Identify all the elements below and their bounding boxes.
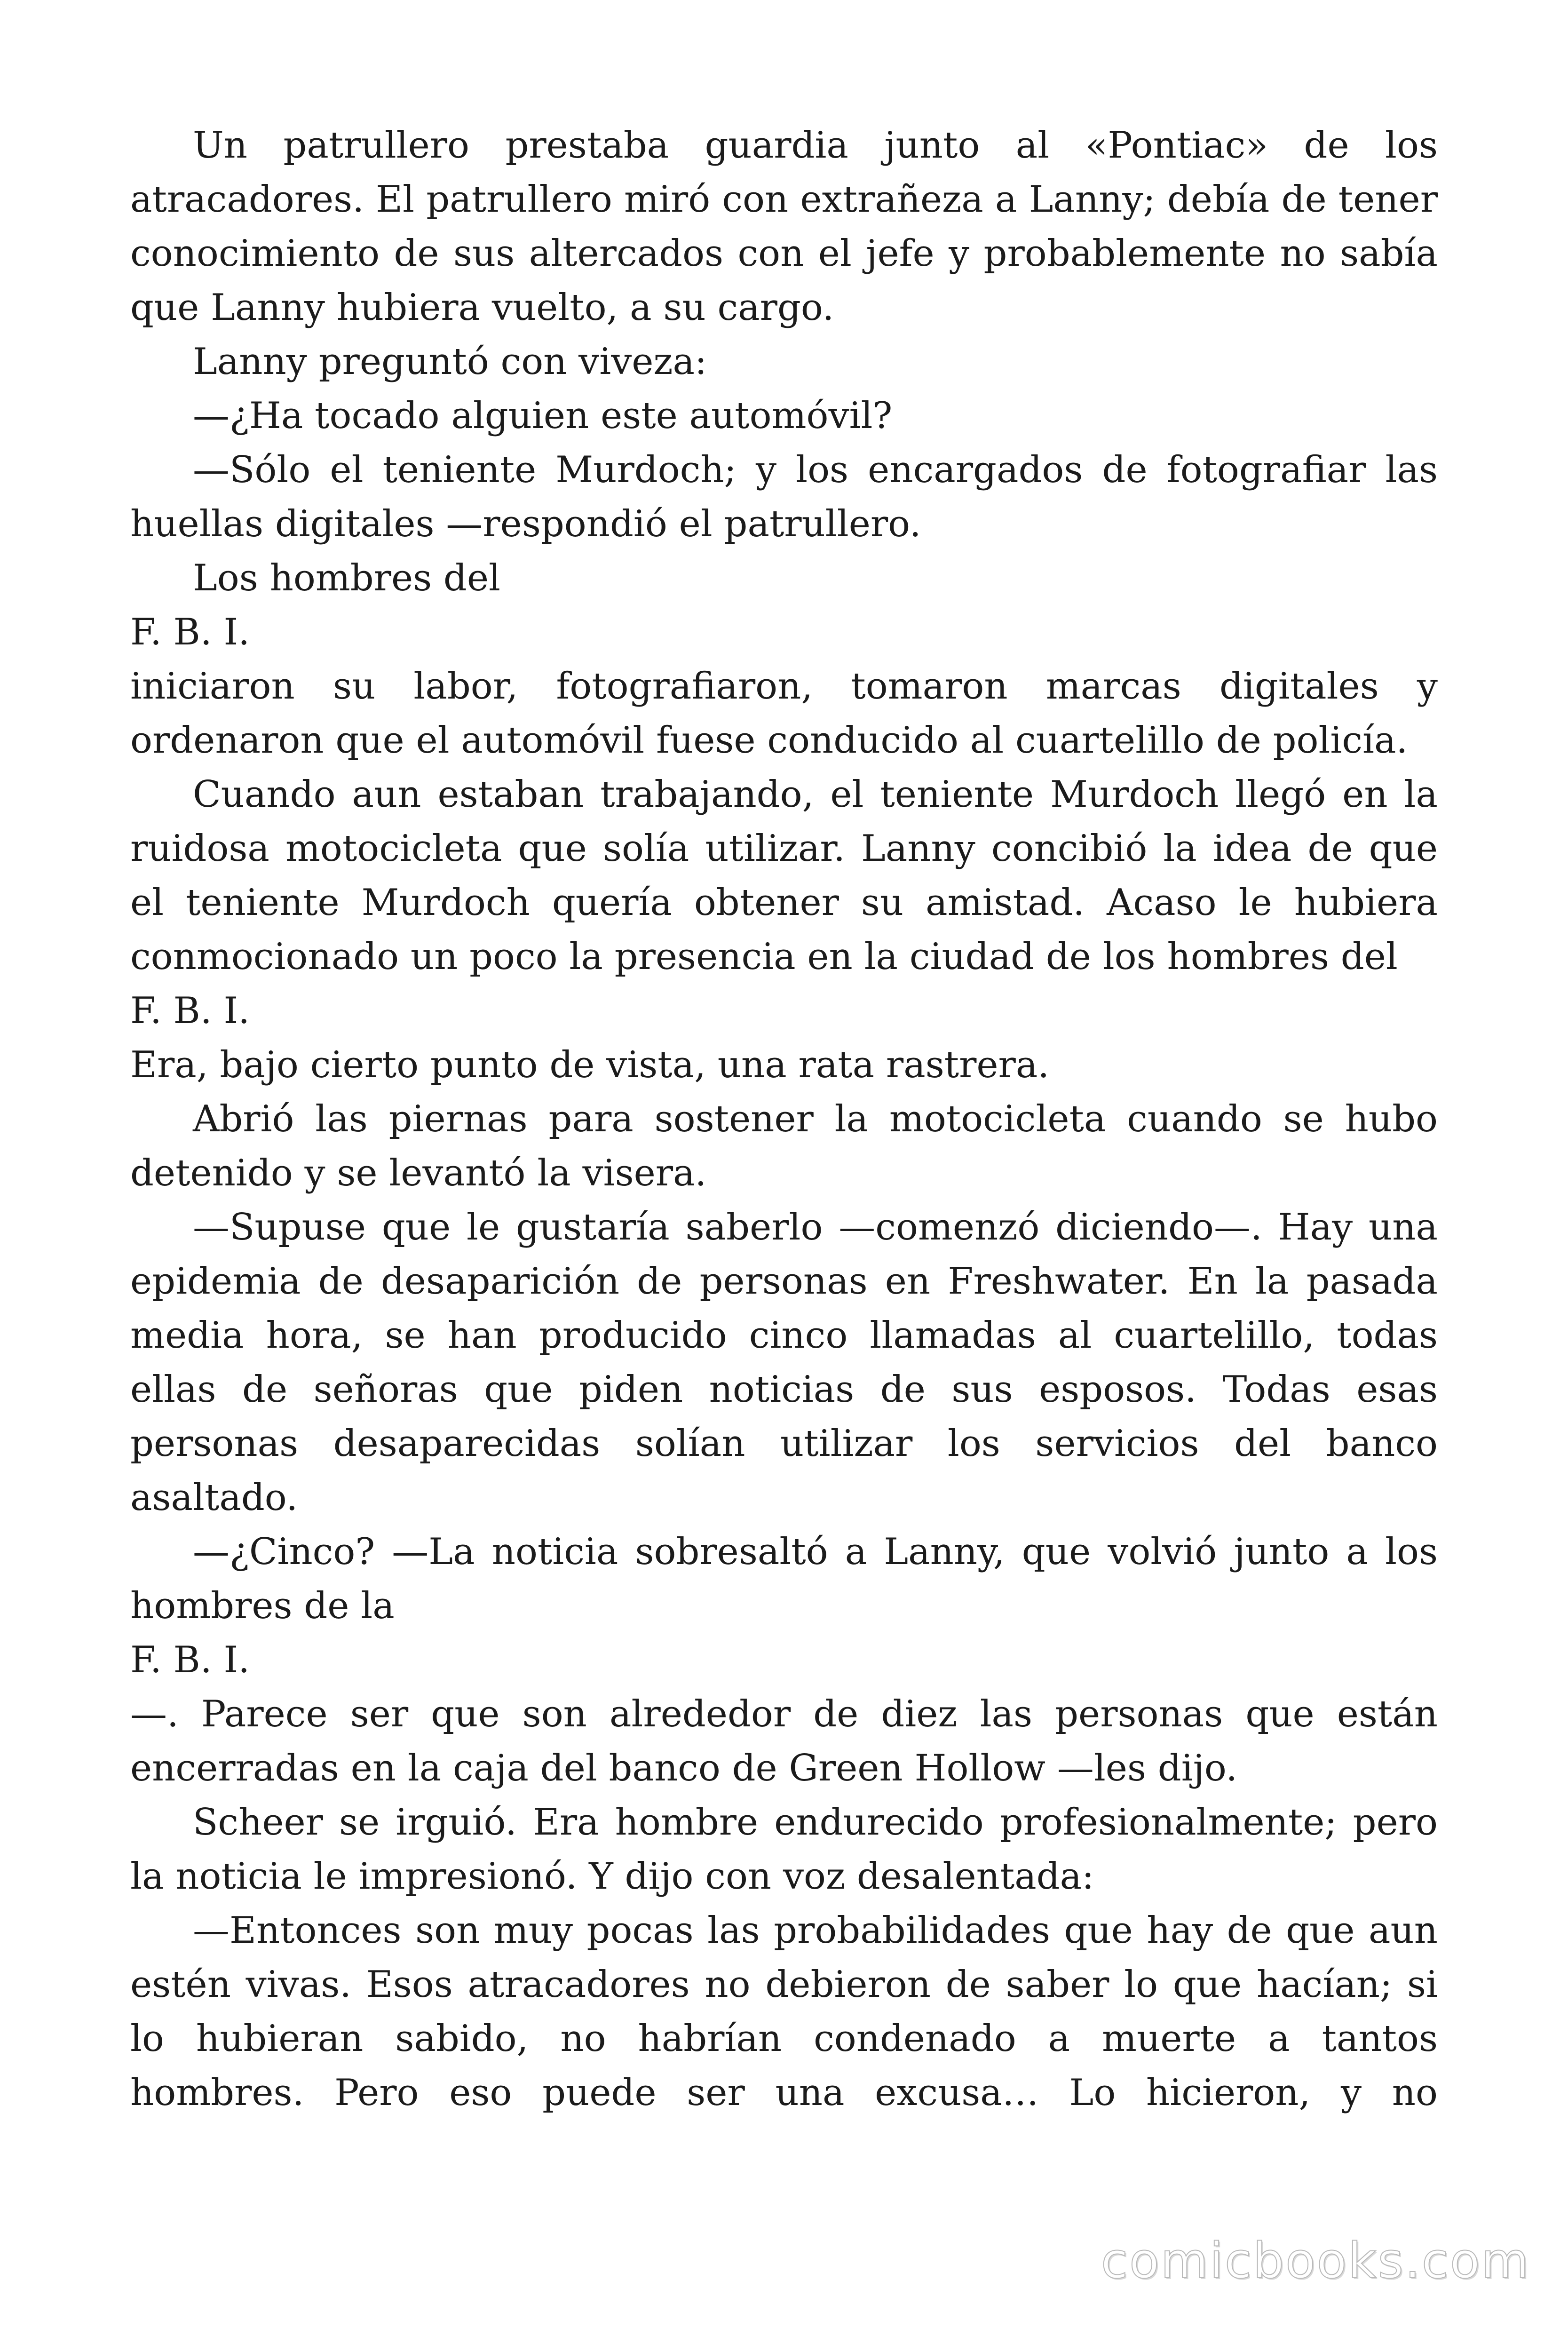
paragraph-11: Abrió las piernas para sostener la motocicleta cuando se hubo detenido y se levantó la visera.: [130, 1098, 1438, 1194]
paragraph-16: Scheer se irguió. Era hombre endurecido profesionalmente; pero la noticia le impresionó. Y dijo con voz desalentada:: [130, 1801, 1438, 1898]
paragraph-7: iniciaron su labor, fotografiaron, tomaron marcas digitales y ordenaron que el automóvil fuese conducido al cuartelillo de policía.: [130, 665, 1438, 762]
paragraph-8: Cuando aun estaban trabajando, el teniente Murdoch llegó en la ruidosa motocicleta que solía utilizar. Lanny concibió la idea de que el teniente Murdoch quería obtener su amistad. Acaso le hubiera conmocionado un poco la presencia en la ciudad de los hombres del: [130, 773, 1438, 978]
paragraph-1: Un patrullero prestaba guardia junto al «Pontiac» de los atracadores. El patrullero miró con extrañeza a Lanny; debía de tener conocimiento de sus altercados con el jefe y probablemente no sabía que Lanny hubiera vuelto, a su cargo.: [130, 124, 1438, 329]
paragraph-10: Era, bajo cierto punto de vista, una rata rastrera.: [130, 1044, 1050, 1086]
paragraph-9-fbi: F. B. I.: [130, 990, 250, 1032]
paragraph-17: —Entonces son muy pocas las probabilidades que hay de que aun estén vivas. Esos atracadores no debieron de saber lo que hacían; si lo hubieran sabido, no habrían condenado a muerte a tantos hombres. Pero eso puede ser una excusa… Lo hicieron, y no: [130, 1909, 1438, 2114]
paragraph-6-fbi: F. B. I.: [130, 611, 250, 653]
paragraph-12: —Supuse que le gustaría saberlo —comenzó diciendo—. Hay una epidemia de desaparición de personas en Freshwater. En la pasada media hora, se han producido cinco llamadas al cuartelillo, todas ellas de señoras que piden noticias de sus esposos. Todas esas personas desaparecidas solían utilizar los servicios del banco asaltado.: [130, 1206, 1438, 1519]
paragraph-2: Lanny preguntó con viveza:: [193, 341, 707, 383]
paragraph-13: —¿Cinco? —La noticia sobresaltó a Lanny, que volvió junto a los hombres de la: [130, 1531, 1438, 1627]
watermark-logo: comicbooks.com: [1101, 2232, 1530, 2289]
book-page-text: [130, 119, 1438, 2120]
paragraph-4: —Sólo el teniente Murdoch; y los encargados de fotografiar las huellas digitales —respondió el patrullero.: [130, 449, 1438, 545]
paragraph-3: —¿Ha tocado alguien este automóvil?: [193, 395, 893, 437]
paragraph-15: —. Parece ser que son alrededor de diez las personas que están encerradas en la caja del banco de Green Hollow —les dijo.: [130, 1693, 1438, 1789]
paragraph-14-fbi: F. B. I.: [130, 1639, 250, 1681]
paragraph-5: Los hombres del: [193, 557, 500, 599]
